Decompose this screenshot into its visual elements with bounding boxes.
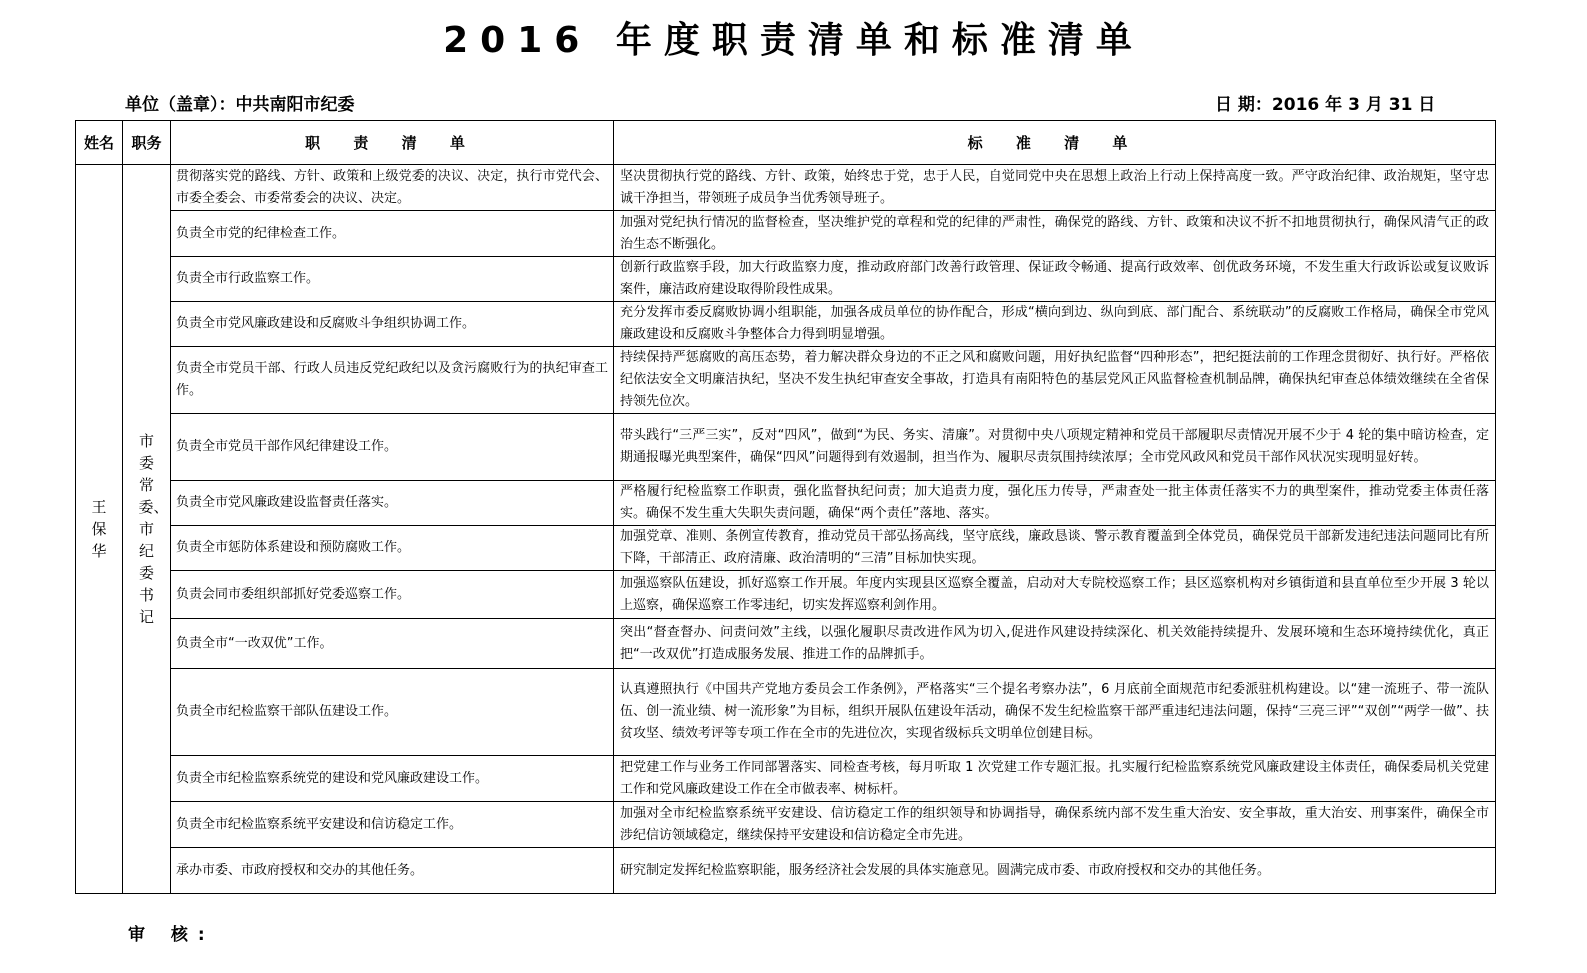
table-row — [76, 669, 1496, 756]
responsibility-table — [75, 120, 1496, 894]
standard-cell: 加强对全市纪检监察系统平安建设、信访稳定工作的组织领导和协调指导，确保系统内部不发生重大治安、安全事故，重大治安、刑事案件，确保全市涉纪信访领域稳定，继续保持平安建设和信访稳定全市先进。 — [614, 802, 1496, 848]
review-label: 审 核: — [128, 925, 215, 945]
duty-cell: 负责全市党员干部、行政人员违反党纪政纪以及贪污腐败行为的执纪审查工作。 — [171, 347, 614, 414]
duty-cell: 负责全市纪检监察干部队伍建设工作。 — [171, 669, 614, 756]
duty-cell: 负责会同市委组织部抓好党委巡察工作。 — [171, 571, 614, 619]
standard-cell: 带头践行“三严三实”，反对“四风”，做到“为民、务实、清廉”。对贯彻中央八项规定精神和党员干部履职尽责情况开展不少于 4 轮的集中暗访检查，定期通报曝光典型案件，确保“四风”问题得到有效遏制，担当作为、履职尽责氛围持续浓厚；全市党风政风和党员干部作风状况实现明显好转。 — [614, 414, 1496, 481]
duty-cell: 负责全市惩防体系建设和预防腐败工作。 — [171, 526, 614, 571]
standard-cell: 严格履行纪检监察工作职责，强化监督执纪问责；加大追责力度，强化压力传导，严肃查处一批主体责任落实不力的典型案件，推动党委主体责任落实。确保不发生重大失职失责问题，确保“两个责任”落地、落实。 — [614, 481, 1496, 526]
duty-cell: 负责全市“一改双优”工作。 — [171, 619, 614, 669]
standard-cell: 加强对党纪执行情况的监督检查，坚决维护党的章程和党的纪律的严肃性，确保党的路线、方针、政策和决议不折不扣地贯彻执行，确保风清气正的政治生态不断强化。 — [614, 211, 1496, 257]
column-header-role: 职务 — [123, 121, 171, 165]
date-label: 日 期：2016 年 3 月 31 日 — [1215, 95, 1436, 115]
table-row — [76, 619, 1496, 669]
person-name-cell — [76, 165, 123, 894]
standard-cell: 加强巡察队伍建设，抓好巡察工作开展。年度内实现县区巡察全覆盖，启动对大专院校巡察工作；县区巡察机构对乡镇街道和县直单位至少开展 3 轮以上巡察，确保巡察工作零违纪，切实发挥巡察利剑作用。 — [614, 571, 1496, 619]
duty-cell: 负责全市党风廉政建设和反腐败斗争组织协调工作。 — [171, 302, 614, 347]
standard-cell: 坚决贯彻执行党的路线、方针、政策，始终忠于党，忠于人民，自觉同党中央在思想上政治上行动上保持高度一致。严守政治纪律、政治规矩，坚守忠诚干净担当，带领班子成员争当优秀领导班子。 — [614, 165, 1496, 211]
table-row — [76, 571, 1496, 619]
table-row — [76, 414, 1496, 481]
table-row — [76, 526, 1496, 571]
table-row — [76, 302, 1496, 347]
table-row — [76, 756, 1496, 802]
column-header-name: 姓名 — [76, 121, 123, 165]
standard-cell: 加强党章、准则、条例宣传教育，推动党员干部弘扬高线，坚守底线，廉政恳谈、警示教育覆盖到全体党员，确保党员干部新发违纪违法问题同比有所下降，干部清正、政府清廉、政治清明的“三清”目标加快实现。 — [614, 526, 1496, 571]
table-row — [76, 257, 1496, 302]
standard-cell: 研究制定发挥纪检监察职能，服务经济社会发展的具体实施意见。圆满完成市委、市政府授权和交办的其他任务。 — [614, 848, 1496, 894]
duty-cell: 负责全市党员干部作风纪律建设工作。 — [171, 414, 614, 481]
standard-cell: 认真遵照执行《中国共产党地方委员会工作条例》，严格落实“三个提名考察办法”，6 月底前全面规范市纪委派驻机构建设。以“建一流班子、带一流队伍、创一流业绩、树一流形象”为目标，组织开展队伍建设年活动，确保不发生纪检监察干部严重违纪违法问题，保持“三亮三评”“双创”“两学一做”、扶贫攻坚、绩效考评等专项工作在全市的先进位次，实现省级标兵文明单位创建目标。 — [614, 669, 1496, 756]
person-name: 王保华 — [91, 498, 107, 560]
standard-cell: 突出“督查督办、问责问效”主线，以强化履职尽责改进作风为切入,促进作风建设持续深化、机关效能持续提升、发展环境和生态环境持续优化，真正把“一改双优”打造成服务发展、推进工作的品牌抓手。 — [614, 619, 1496, 669]
duty-cell: 承办市委、市政府授权和交办的其他任务。 — [171, 848, 614, 894]
page-title: 2016 年度职责清单和标准清单 — [443, 20, 1144, 61]
duty-cell: 负责全市行政监察工作。 — [171, 257, 614, 302]
person-role: 市委常委、市纪委书记 — [138, 432, 169, 626]
table-header-row — [76, 121, 1496, 165]
standard-cell: 创新行政监察手段，加大行政监察力度，推动政府部门改善行政管理、保证政令畅通、提高行政效率、创优政务环境，不发生重大行政诉讼或复议败诉案件，廉洁政府建设取得阶段性成果。 — [614, 257, 1496, 302]
duty-cell: 负责全市纪检监察系统平安建设和信访稳定工作。 — [171, 802, 614, 848]
duty-cell: 负责全市党风廉政建设监督责任落实。 — [171, 481, 614, 526]
table-row — [76, 848, 1496, 894]
standard-cell: 把党建工作与业务工作同部署落实、同检查考核，每月听取 1 次党建工作专题汇报。扎实履行纪检监察系统党风廉政建设主体责任，确保委局机关党建工作和党风廉政建设工作在全市做表率、树标杆。 — [614, 756, 1496, 802]
duty-cell: 负责全市党的纪律检查工作。 — [171, 211, 614, 257]
unit-label: 单位（盖章）：中共南阳市纪委 — [125, 95, 355, 115]
column-header-duty: 职 责 清 单 — [171, 121, 614, 165]
duty-cell: 贯彻落实党的路线、方针、政策和上级党委的决议、决定，执行市党代会、市委全委会、市委常委会的决议、决定。 — [171, 165, 614, 211]
table-row — [76, 802, 1496, 848]
table-row — [76, 211, 1496, 257]
table-row — [76, 347, 1496, 414]
person-role-cell — [123, 165, 171, 894]
table-row — [76, 165, 1496, 211]
duty-cell: 负责全市纪检监察系统党的建设和党风廉政建设工作。 — [171, 756, 614, 802]
standard-cell: 充分发挥市委反腐败协调小组职能，加强各成员单位的协作配合，形成“横向到边、纵向到底、部门配合、系统联动”的反腐败工作格局，确保全市党风廉政建设和反腐败斗争整体合力得到明显增强。 — [614, 302, 1496, 347]
standard-cell: 持续保持严惩腐败的高压态势，着力解决群众身边的不正之风和腐败问题，用好执纪监督“四种形态”，把纪挺法前的工作理念贯彻好、执行好。严格依纪依法安全文明廉洁执纪，坚决不发生执纪审查安全事故，打造具有南阳特色的基层党风正风监督检查机制品牌，确保执纪审查总体绩效继续在全省保持领先位次。 — [614, 347, 1496, 414]
column-header-standard: 标 准 清 单 — [614, 121, 1496, 165]
table-row — [76, 481, 1496, 526]
